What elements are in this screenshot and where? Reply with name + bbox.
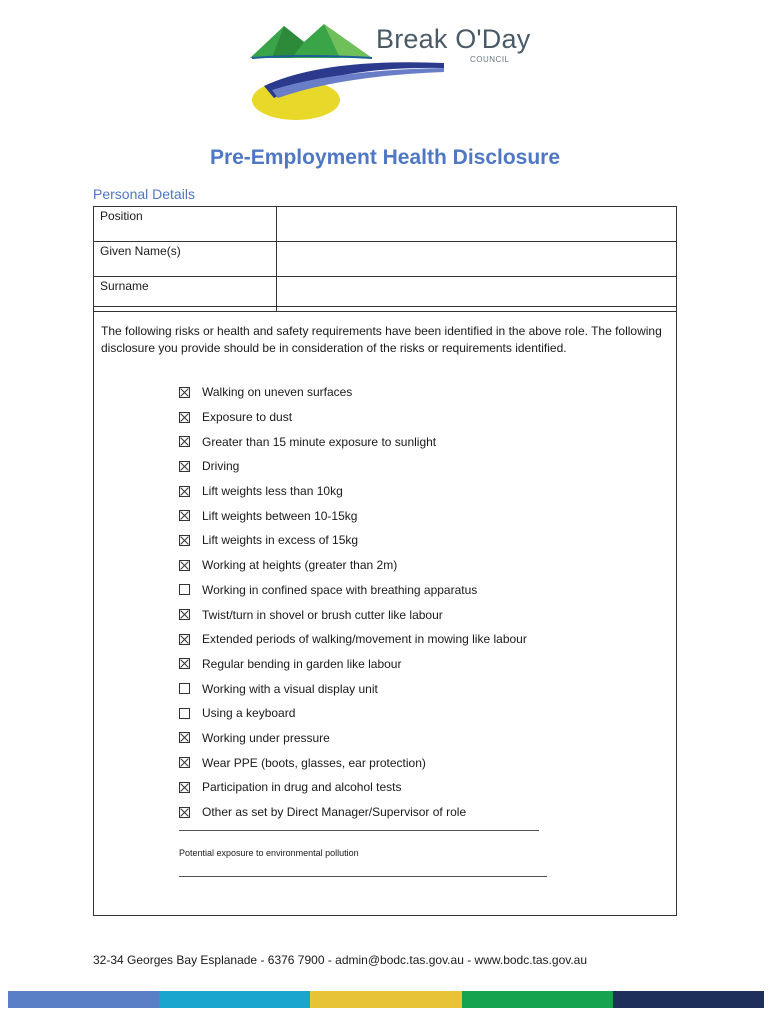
given-names-label: Given Name(s) [94, 242, 277, 277]
checked-checkbox-icon[interactable] [179, 807, 190, 818]
requirement-label: Lift weights in excess of 15kg [202, 533, 359, 548]
checked-checkbox-icon[interactable] [179, 461, 190, 472]
requirement-label: Working at heights (greater than 2m) [202, 558, 398, 573]
requirement-item [179, 676, 527, 701]
personal-details-heading: Personal Details [93, 186, 195, 202]
details-row-position [94, 207, 677, 242]
requirement-label: Lift weights between 10-15kg [202, 508, 358, 523]
checked-checkbox-icon[interactable] [179, 757, 190, 768]
requirement-item [179, 429, 527, 454]
position-label: Position [94, 207, 277, 242]
footer-contact: 32-34 Georges Bay Esplanade - 6376 7900 - admin@bodc.tas.gov.au - www.bodc.tas.gov.au [93, 953, 588, 967]
signature-line [179, 876, 547, 877]
requirement-item [179, 750, 527, 775]
color-bar-segment [310, 991, 461, 1008]
requirements-box [93, 306, 677, 916]
requirement-label: Greater than 15 minute exposure to sunlight [202, 434, 437, 449]
requirement-label: Wear PPE (boots, glasses, ear protection) [202, 755, 426, 770]
requirement-item [179, 454, 527, 479]
surname-label: Surname [94, 277, 277, 312]
empty-checkbox-icon[interactable] [179, 584, 190, 595]
empty-checkbox-icon[interactable] [179, 683, 190, 694]
color-bar-segment [462, 991, 613, 1008]
checked-checkbox-icon[interactable] [179, 560, 190, 571]
requirement-item [179, 380, 527, 405]
checked-checkbox-icon[interactable] [179, 732, 190, 743]
requirement-label: Driving [202, 459, 240, 474]
requirement-label: Working with a visual display unit [202, 681, 378, 696]
checked-checkbox-icon[interactable] [179, 609, 190, 620]
checked-checkbox-icon[interactable] [179, 387, 190, 398]
checked-checkbox-icon[interactable] [179, 486, 190, 497]
logo-name: Break O'Day [376, 24, 531, 54]
checked-checkbox-icon[interactable] [179, 634, 190, 645]
checked-checkbox-icon[interactable] [179, 782, 190, 793]
requirement-item [179, 479, 527, 504]
color-bar-segment [613, 991, 764, 1008]
requirement-label: Exposure to dust [202, 410, 293, 425]
requirement-label: Twist/turn in shovel or brush cutter like labour [202, 607, 443, 622]
checked-checkbox-icon[interactable] [179, 535, 190, 546]
checked-checkbox-icon[interactable] [179, 436, 190, 447]
requirement-label: Extended periods of walking/movement in mowing like labour [202, 632, 527, 647]
requirement-item [179, 701, 527, 726]
requirement-label: Other as set by Direct Manager/Supervisor of role [202, 805, 467, 820]
requirement-item [179, 627, 527, 652]
details-row-given-names [94, 242, 677, 277]
checked-checkbox-icon[interactable] [179, 658, 190, 669]
requirement-label: Regular bending in garden like labour [202, 656, 402, 671]
requirement-item [179, 503, 527, 528]
requirement-item [179, 602, 527, 627]
other-note: Potential exposure to environmental pollution [179, 848, 359, 858]
signature-line [179, 830, 539, 831]
intro-text: The following risks or health and safety requirements have been identified in the above role. The following disclosure you provide should be in consideration of the risks or requirements identified. [101, 324, 662, 355]
footer-color-bar [8, 991, 764, 1008]
requirement-item [179, 553, 527, 578]
requirements-list [179, 380, 527, 824]
given-names-field[interactable] [277, 242, 677, 277]
requirement-item [179, 405, 527, 430]
requirement-label: Working under pressure [202, 730, 330, 745]
requirement-item [179, 652, 527, 677]
checked-checkbox-icon[interactable] [179, 412, 190, 423]
logo-council: COUNCIL [470, 55, 510, 64]
requirement-label: Working in confined space with breathing apparatus [202, 582, 478, 597]
requirement-item [179, 578, 527, 603]
requirement-item [179, 528, 527, 553]
requirement-label: Lift weights less than 10kg [202, 484, 343, 499]
requirement-label: Participation in drug and alcohol tests [202, 780, 402, 795]
requirement-item [179, 775, 527, 800]
color-bar-segment [8, 991, 159, 1008]
personal-details-table [93, 206, 677, 312]
empty-checkbox-icon[interactable] [179, 708, 190, 719]
position-field[interactable] [277, 207, 677, 242]
requirement-label: Walking on uneven surfaces [202, 385, 353, 400]
requirement-item [179, 726, 527, 751]
requirement-label: Using a keyboard [202, 706, 296, 721]
page-title: Pre-Employment Health Disclosure [209, 146, 561, 169]
requirement-item [179, 800, 527, 825]
checked-checkbox-icon[interactable] [179, 510, 190, 521]
council-logo [244, 18, 529, 123]
color-bar-segment [159, 991, 310, 1008]
